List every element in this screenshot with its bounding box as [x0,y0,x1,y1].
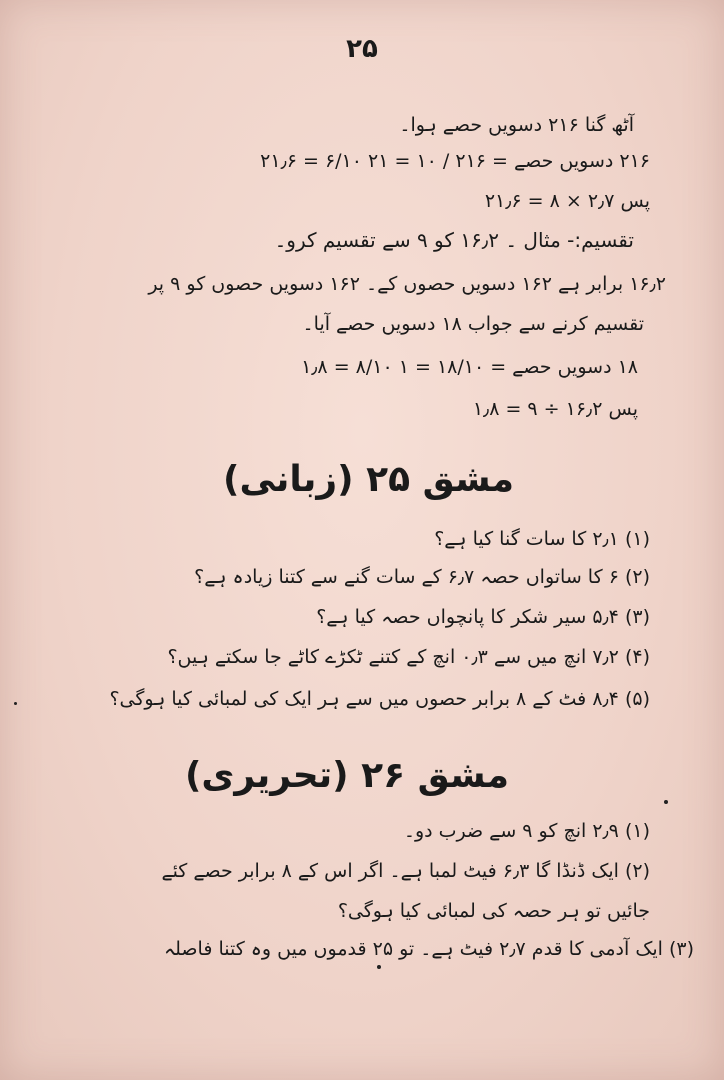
exercise-item: (۱) ۲٫۱ کا سات گنا کیا ہے؟ [434,528,650,550]
exercise-heading-written: مشق ۲۶ (تحریری) [184,755,509,796]
exercise-item: جائیں تو ہر حصہ کی لمبائی کیا ہوگی؟ [337,900,650,922]
exercise-item: (۴) ۷٫۲ انچ میں سے ۰٫۳ انچ کے کتنے ٹکڑے کاٹے جا سکتے ہیں؟ [167,646,650,668]
text-line: ۱۶٫۲ برابر ہے ۱۶۲ دسویں حصوں کے۔ ۱۶۲ دسویں حصوں کو ۹ پر [148,273,666,295]
page-number: ۲۵ [346,34,378,64]
exercise-item: (۳) ۵٫۴ سیر شکر کا پانچواں حصہ کیا ہے؟ [316,606,650,628]
section-title-division: تقسیم:- مثال ۔ ۱۶٫۲ کو ۹ سے تقسیم کرو۔ [274,228,634,252]
ink-speck [664,800,668,804]
exercise-item: (۲) ۶ کا ساتواں حصہ ۶٫۷ کے سات گنے سے کتنا زیادہ ہے؟ [194,566,650,588]
text-line: آٹھ گنا ۲۱۶ دسویں حصے ہوا۔ [399,114,634,136]
ink-speck [377,965,381,969]
exercise-item: (۳) ایک آدمی کا قدم ۲٫۷ فیٹ ہے۔ تو ۲۵ قدموں میں وہ کتنا فاصلہ [163,938,694,960]
equation-line: ۲۱۶ دسویں حصے = ۲۱۶ / ۱۰ = ۲۱ ۶/۱۰ = ۲۱٫۶ [260,150,650,172]
text-line: تقسیم کرنے سے جواب ۱۸ دسویں حصے آیا۔ [302,313,644,335]
equation-line: ۱۸ دسویں حصے = ۱۸/۱۰ = ۱ ۸/۱۰ = ۱٫۸ [301,356,638,378]
ink-speck [14,702,17,705]
exercise-item: (۵) ۸٫۴ فٹ کے ۸ برابر حصوں میں سے ہر ایک کی لمبائی کیا ہوگی؟ [109,688,650,710]
equation-line: پس ۱۶٫۲ ÷ ۹ = ۱٫۸ [472,398,638,420]
exercise-item: (۱) ۲٫۹ انچ کو ۹ سے ضرب دو۔ [403,820,650,842]
exercise-heading-oral: مشق ۲۵ (زبانی) [223,459,514,500]
exercise-item: (۲) ایک ڈنڈا گا ۶٫۳ فیٹ لمبا ہے۔ اگر اس کے ۸ برابر حصے کئے [161,860,650,882]
equation-line: پس ۲٫۷ × ۸ = ۲۱٫۶ [484,190,650,212]
